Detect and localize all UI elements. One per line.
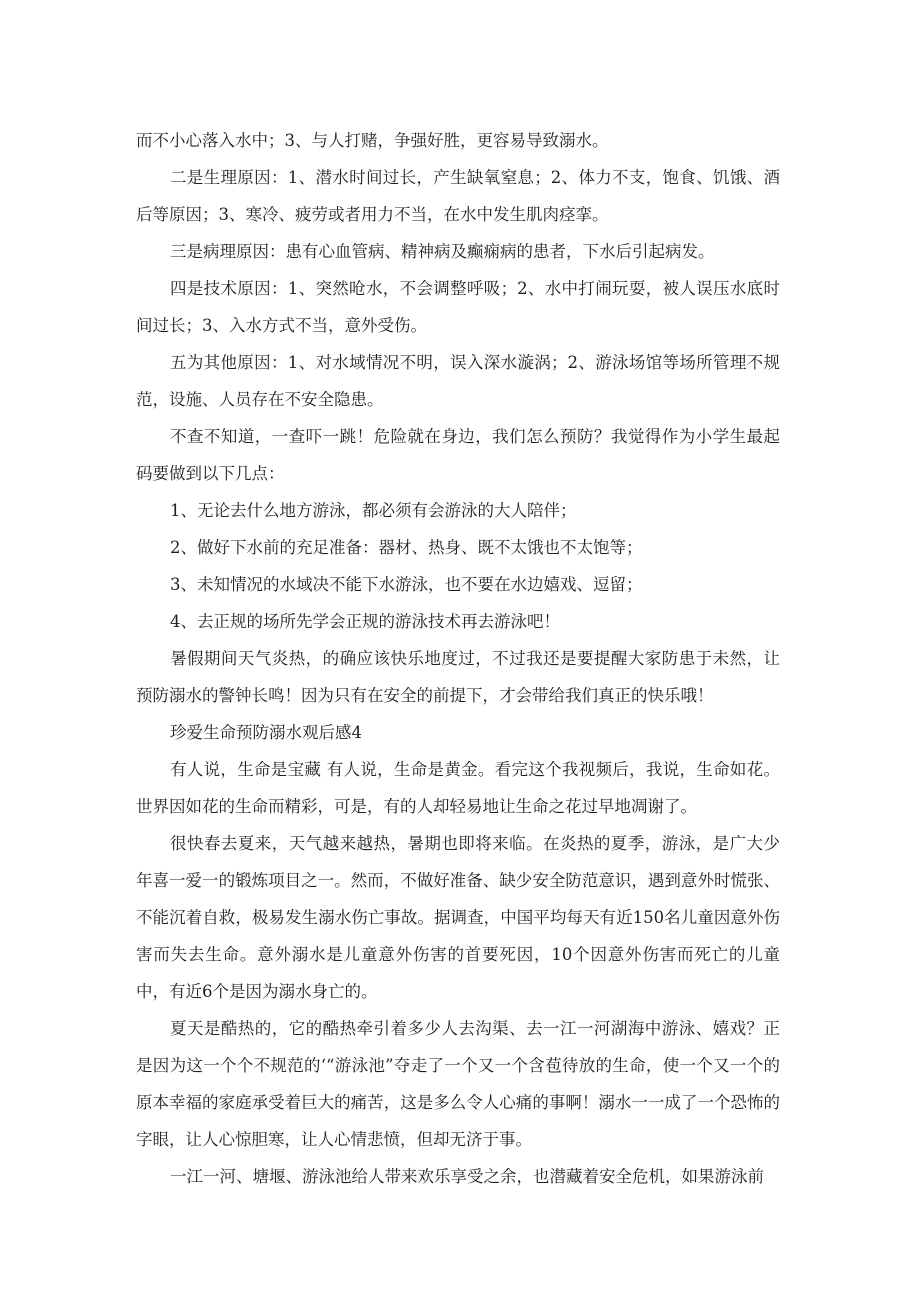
paragraph-7: 暑假期间天气炎热，的确应该快乐地度过，不过我还是要提醒大家防患于未然，让预防溺水的警钟长鸣！因为只有在安全的前提下，才会带给我们真正的快乐哦！ [136,649,780,705]
paragraph-9: 很快春去夏来，天气越来越热，暑期也即将来临。在炎热的夏季，游泳，是广大少年喜一爱一的锻炼项目之一。然而，不做好准备、缺少安全防范意识，遇到意外时慌张、不能沉着自救，极易发生溺水伤亡事故。据调查，中国平均每天有近150名儿童因意外伤害而失去生命。意外溺水是儿童意外伤害的首要死因，10个因意外伤害而死亡的儿童中，有近6个是因为溺水身亡的。 [136,834,780,1001]
list-item-1: 1、无论去什么地方游泳，都必须有会游泳的大人陪伴； [170,501,577,520]
paragraph-5: 五为其他原因：1、对水域情况不明，误入深水漩涡；2、游泳场馆等场所管理不规范，设施、人员存在不安全隐患。 [136,353,780,409]
section-title: 珍爱生命预防溺水观后感4 [170,723,362,742]
document-body [136,122,780,1195]
paragraph-10: 夏天是酷热的，它的酷热牵引着多少人去沟渠、去一江一河湖海中游泳、嬉戏？正是因为这一个个不规范的‘“游泳池”夺走了一个又一个含苞待放的生命，使一个又一个的原本幸福的家庭承受着巨大的痛苦，这是多么令人心痛的事啊！溺水一一成了一个恐怖的字眼，让人心惊胆寒，让人心情悲愤，但却无济于事。 [136,1019,780,1149]
list-item-4: 4、去正规的场所先学会正规的游泳技术再去游泳吧！ [170,612,560,631]
list-item-3: 3、未知情况的水域决不能下水游泳，也不要在水边嬉戏、逗留； [170,575,643,594]
paragraph-2: 二是生理原因：1、潜水时间过长，产生缺氧窒息；2、体力不支，饱食、饥饿、酒后等原因；3、寒冷、疲劳或者用力不当，在水中发生肌肉痉挛。 [136,168,780,224]
paragraph-3: 三是病理原因：患有心血管病、精神病及癫痫病的患者，下水后引起病发。 [170,242,715,261]
paragraph-8: 有人说，生命是宝藏 有人说，生命是黄金。看完这个我视频后，我说，生命如花。世界因如花的生命而精彩，可是，有的人却轻易地让生命之花过早地凋谢了。 [136,760,780,816]
paragraph-11: 一江一河、塘堰、游泳池给人带来欢乐享受之余，也潜藏着安全危机，如果游泳前 [170,1167,764,1186]
list-item-2: 2、做好下水前的充足准备：器材、热身、既不太饿也不太饱等； [170,538,643,557]
paragraph-4: 四是技术原因：1、突然呛水，不会调整呼吸；2、水中打闹玩耍，被人误压水底时间过长；3、入水方式不当，意外受伤。 [136,279,780,335]
paragraph-6: 不查不知道，一查吓一跳！危险就在身边，我们怎么预防？我觉得作为小学生最起码要做到以下几点： [136,427,780,483]
paragraph-1: 而不小心落入水中；3、与人打赌，争强好胜，更容易导致溺水。 [136,131,609,150]
